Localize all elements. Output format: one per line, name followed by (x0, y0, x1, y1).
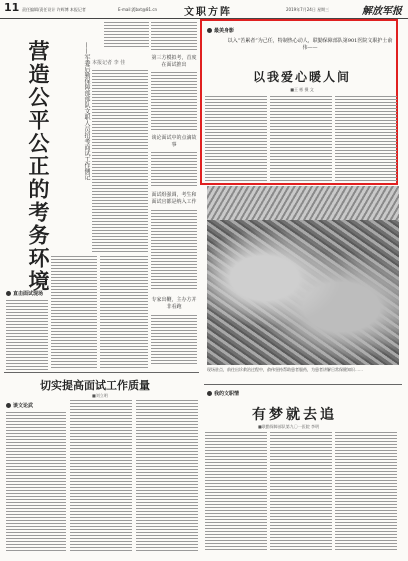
text-block (100, 256, 148, 370)
text-block (51, 256, 97, 370)
text-block (92, 70, 148, 150)
text-block (151, 22, 197, 52)
photo-caption: 现场驻点，前往出诊救治过程中，俞伟坚持帮助患者服药，为患者讲解日常保健知识…… (207, 367, 363, 372)
left-article-subtitle: ——军委后勤保障部部队文职人员招考面试工作侧记 (83, 42, 90, 180)
subhead-2: 谈论面试中的点滴故事 (151, 135, 197, 148)
text-block (270, 96, 332, 181)
text-block (151, 72, 197, 132)
right-kicker: 以入“苦累者”为己任，特制热心动人，联勤保障部队第901医院文职护士俞伟—— (227, 38, 393, 51)
section-tag-beauty: 最美身影 (207, 27, 234, 34)
email: E-mail:jfjbxt@81.cn (118, 7, 158, 12)
text-block (104, 22, 149, 48)
divider (204, 384, 402, 385)
text-block (151, 152, 197, 188)
subhead-1: 第三方模拟考，首度在面试推出 (151, 55, 197, 68)
left-byline: 本报记者 李 佳 (92, 60, 126, 66)
text-block (151, 315, 197, 365)
issue-date: 2019年7月24日 星期三 (286, 7, 330, 12)
masthead-logo: 解放军报 (362, 6, 402, 17)
text-block (151, 210, 197, 290)
text-block (6, 412, 66, 552)
right-byline: ■王 彬 摄 文 (290, 87, 314, 92)
text-block (92, 152, 148, 252)
photo-strip (207, 186, 399, 222)
quote-byline: ■刘立明 (92, 393, 108, 398)
text-block (70, 400, 132, 552)
bottom-right-byline: ■联勤保障部队第九〇一医院 李明 (258, 424, 320, 429)
page-number: 11 (4, 1, 20, 14)
right-article-title: 以我爱心暖人间 (252, 70, 351, 84)
text-block (6, 300, 48, 370)
text-block (335, 432, 397, 552)
section-title: 文职方阵 (184, 7, 232, 18)
editor-info: 责任编辑/责任设计 许辉博 本报记者 (22, 7, 86, 12)
section-tag-career: 我的文职情 (207, 390, 239, 397)
text-block (205, 432, 267, 552)
news-photo (207, 220, 399, 365)
left-article-title: 营造公平公正的考务环境 (26, 40, 50, 293)
text-block (270, 432, 332, 552)
middle-heading-1: 面试组强调，考生和面试官都是纳入工作 (151, 192, 197, 205)
text-block (205, 96, 267, 181)
section-tag-bottom: 谈文论武 (6, 402, 33, 409)
divider (4, 372, 199, 373)
middle-heading-2: 专家出鞭，主办方并非看跑 (151, 297, 197, 310)
section-tag-interview: 直击面试现场 (6, 290, 43, 297)
bottom-right-title: 有梦就去追 (252, 407, 337, 423)
text-block (335, 96, 397, 181)
quote-title: 切实提高面试工作质量 (40, 379, 150, 392)
text-block (136, 400, 198, 552)
